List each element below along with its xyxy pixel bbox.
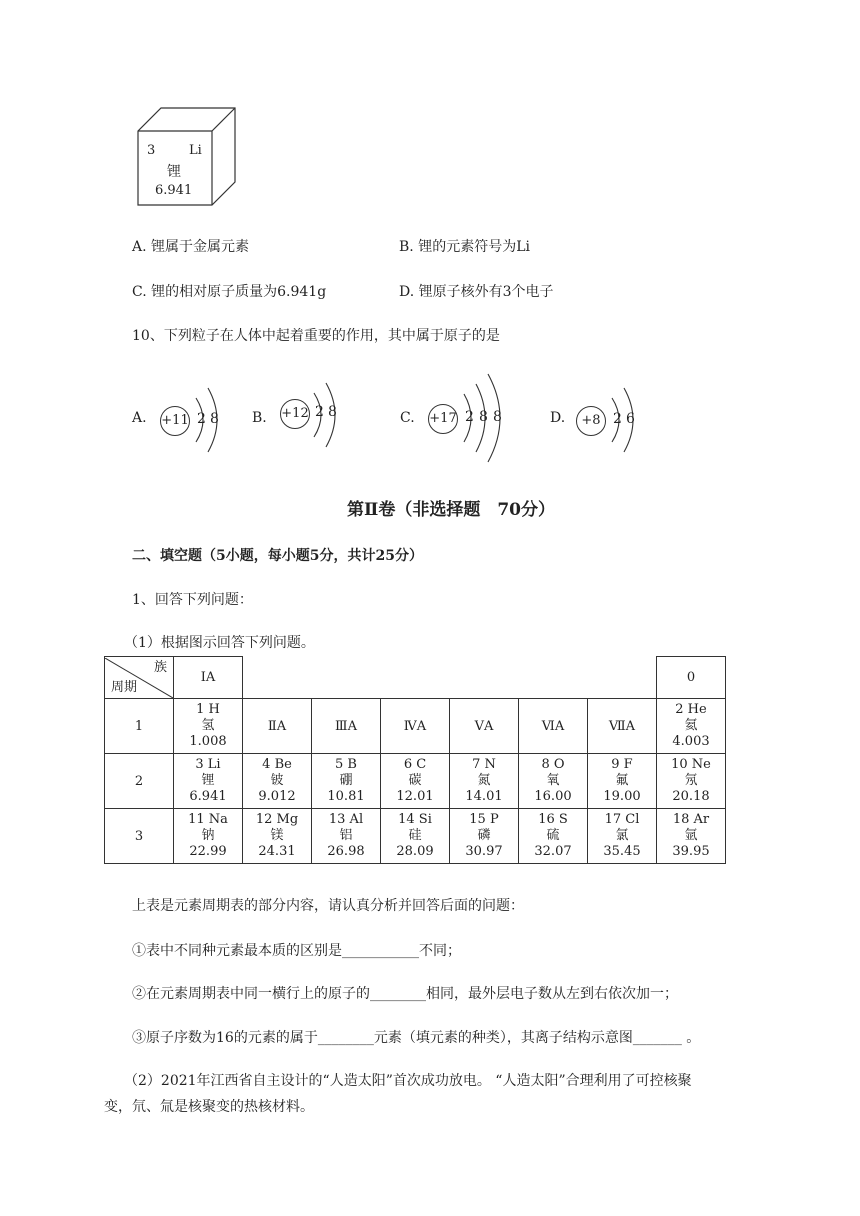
element-name: 磷 — [477, 828, 491, 843]
element-mass: 35.45 — [603, 844, 641, 859]
element-name: 硅 — [408, 828, 422, 843]
element-cell — [312, 809, 381, 864]
element-nums: 6 C — [403, 757, 427, 772]
element-nums: 4 Be — [262, 757, 292, 772]
element-name: 氦 — [684, 718, 698, 733]
element-mass: 4.003 — [672, 734, 710, 749]
element-cell — [450, 754, 519, 809]
element-mass: 28.09 — [396, 844, 434, 859]
element-name: 镁 — [270, 828, 284, 843]
element-symbol: Li — [189, 143, 202, 158]
element-nums: 1 H — [196, 702, 220, 717]
q10-stem: 10、下列粒子在人体中起着重要的作用，其中属于原子的是 — [132, 328, 500, 344]
shell-1-electrons: 2 — [465, 409, 474, 425]
q1-stem: 1、回答下列问题： — [132, 592, 253, 608]
element-name: 硫 — [546, 828, 560, 843]
q9-option-b: B. 锂的元素符号为Li — [399, 239, 530, 255]
element-name: 铍 — [270, 773, 284, 788]
element-name: 锂 — [201, 773, 215, 788]
q1-sub2-line2: 变，氘、氚是核聚变的热核材料。 — [104, 1099, 314, 1115]
q10-option-b-diagram — [278, 375, 358, 455]
group-header-va: ⅤA — [450, 699, 519, 754]
q1-sub2-line1: （2）2021年江西省自主设计的“人造太阳”首次成功放电。 “人造太阳”合理利用了可控核聚 — [124, 1073, 692, 1089]
shell-1-electrons: 2 — [315, 404, 324, 420]
element-cell — [519, 809, 588, 864]
element-mass: 10.81 — [327, 789, 365, 804]
group-header-iia: ⅡA — [243, 699, 312, 754]
element-cell — [381, 809, 450, 864]
element-mass: 19.00 — [603, 789, 641, 804]
element-nums: 5 B — [335, 757, 357, 772]
element-cell — [174, 699, 243, 754]
element-mass: 39.95 — [672, 844, 710, 859]
element-name: 钠 — [201, 828, 215, 843]
question-1-i: ①表中不同种元素最本质的区别是___________不同； — [132, 943, 461, 959]
element-name: 氢 — [201, 718, 215, 733]
nucleus: +11 — [160, 406, 190, 436]
group-header-via: ⅥA — [519, 699, 588, 754]
element-name: 锂 — [167, 164, 181, 180]
q10-option-a-diagram — [158, 380, 238, 460]
group-header-iva: ⅣA — [381, 699, 450, 754]
q10-option-c-label: C. — [400, 410, 415, 426]
group-header-iiia: ⅢA — [312, 699, 381, 754]
after-table-text: 上表是元素周期表的部分内容，请认真分析并回答后面的问题： — [132, 898, 524, 914]
element-name: 氟 — [615, 773, 629, 788]
q1-sub1: （1）根据图示回答下列问题。 — [124, 635, 315, 651]
shell-3-electrons: 8 — [493, 409, 502, 425]
element-nums: 15 P — [469, 812, 499, 827]
q10-option-d-diagram — [574, 380, 654, 460]
element-cell — [657, 699, 726, 754]
element-nums: 7 N — [472, 757, 496, 772]
element-mass: 16.00 — [534, 789, 572, 804]
element-name: 氧 — [546, 773, 560, 788]
element-nums: 9 F — [611, 757, 633, 772]
element-nums: 8 O — [541, 757, 565, 772]
element-mass: 22.99 — [189, 844, 227, 859]
shell-1-electrons: 2 — [197, 411, 206, 427]
element-name: 铝 — [339, 828, 353, 843]
part2-title: 第Ⅱ卷（非选择题 70分） — [347, 500, 555, 520]
group-label: 族 — [153, 659, 167, 675]
element-cell — [657, 754, 726, 809]
shell-2-electrons: 8 — [328, 404, 337, 420]
element-nums: 13 Al — [328, 812, 364, 827]
element-mass: 26.98 — [327, 844, 365, 859]
shell-1-electrons: 2 — [613, 411, 622, 427]
element-mass: 6.941 — [189, 789, 227, 804]
q9-option-a: A. 锂属于金属元素 — [132, 239, 250, 255]
element-mass: 20.18 — [672, 789, 710, 804]
element-nums: 3 Li — [195, 757, 221, 772]
element-name: 碳 — [408, 773, 422, 788]
element-name: 氮 — [477, 773, 491, 788]
shell-2-electrons: 8 — [210, 411, 219, 427]
element-cell — [450, 809, 519, 864]
element-nums: 11 Na — [188, 812, 228, 827]
question-1-ii: ②在元素周期表中同一横行上的原子的________相同，最外层电子数从左到右依次加一； — [132, 986, 678, 1002]
shell-2-electrons: 6 — [626, 411, 635, 427]
element-cell — [657, 809, 726, 864]
header-gap — [243, 657, 657, 699]
q10-option-c-diagram — [426, 372, 526, 464]
nucleus: +8 — [576, 406, 606, 436]
element-cell — [519, 754, 588, 809]
element-nums: 10 Ne — [671, 757, 711, 772]
period-row-3 — [105, 809, 726, 864]
period-1: 1 — [105, 699, 174, 754]
nucleus: +12 — [280, 399, 310, 429]
group-header-ia: ⅠA — [174, 657, 243, 699]
element-name: 氯 — [615, 828, 629, 843]
element-mass: 1.008 — [189, 734, 227, 749]
element-mass: 32.07 — [534, 844, 572, 859]
nucleus: +17 — [428, 404, 458, 434]
group-header-0: 0 — [657, 657, 726, 699]
period-row-2 — [105, 754, 726, 809]
atomic-mass: 6.941 — [155, 183, 193, 198]
q10-option-b-label: B. — [252, 410, 267, 426]
element-mass: 30.97 — [465, 844, 503, 859]
period-2: 2 — [105, 754, 174, 809]
corner-header — [105, 657, 174, 699]
element-name: 氩 — [684, 828, 698, 843]
element-cell — [588, 809, 657, 864]
element-nums: 12 Mg — [255, 812, 299, 827]
q10-option-a-label: A. — [132, 410, 147, 426]
element-name: 氖 — [684, 773, 698, 788]
element-nums: 16 S — [538, 812, 568, 827]
element-nums: 18 Ar — [672, 812, 710, 827]
element-mass: 9.012 — [258, 789, 296, 804]
element-cell — [588, 754, 657, 809]
group-header-viia: ⅦA — [588, 699, 657, 754]
period-label: 周期 — [111, 679, 138, 695]
period-3: 3 — [105, 809, 174, 864]
q9-option-c: C. 锂的相对原子质量为6.941g — [132, 284, 327, 300]
question-1-iii: ③原子序数为16的元素的属于________元素（填元素的种类），其离子结构示意图_______ 。 — [132, 1030, 701, 1046]
element-name: 硼 — [339, 773, 353, 788]
lithium-element-card — [137, 107, 235, 205]
element-mass: 14.01 — [465, 789, 503, 804]
element-nums: 14 Si — [398, 812, 432, 827]
element-cell — [381, 754, 450, 809]
element-cell — [312, 754, 381, 809]
element-cell — [243, 809, 312, 864]
element-mass: 12.01 — [396, 789, 434, 804]
q9-option-d: D. 锂原子核外有3个电子 — [399, 284, 554, 300]
shell-2-electrons: 8 — [479, 409, 488, 425]
element-mass: 24.31 — [258, 844, 296, 859]
q10-option-d-label: D. — [550, 410, 566, 426]
element-cell — [174, 754, 243, 809]
section2-title: 二、填空题（5小题，每小题5分，共计25分） — [132, 548, 423, 564]
element-nums: 2 He — [675, 702, 707, 717]
periodic-table — [104, 656, 726, 864]
element-cell — [174, 809, 243, 864]
atomic-number: 3 — [147, 143, 156, 158]
element-cell — [243, 754, 312, 809]
element-nums: 17 Cl — [604, 812, 640, 827]
